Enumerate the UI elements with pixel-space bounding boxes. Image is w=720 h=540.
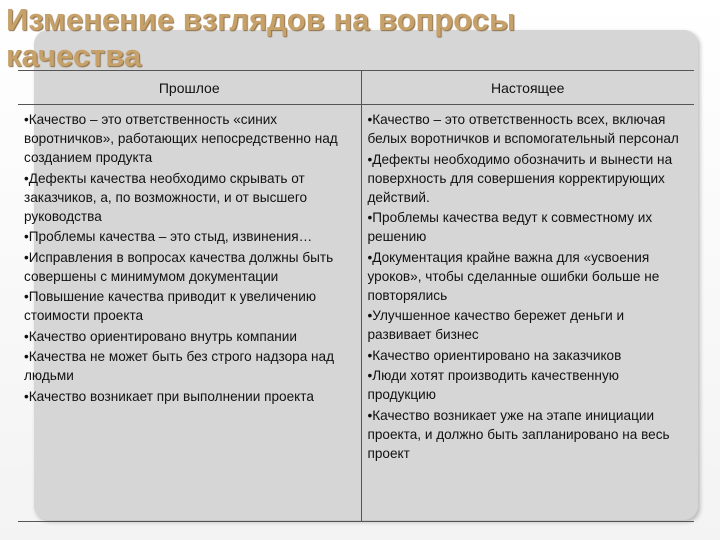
list-item: •Дефекты качества необходимо скрывать от заказчиков, а, по возможности, и от высшего руководства [24,170,308,224]
list-item: •Качества не может быть без строго надзора над людьми [24,349,335,383]
list-item: •Дефекты необходимо обозначить и вынести на поверхность для совершения корректирующих действий. [367,151,673,205]
list-item: •Улучшенное качество бережет деньги и развивает бизнес [367,308,625,342]
list-item: •Люди хотят производить качественную продукцию [367,368,619,402]
list-item: •Качество – это ответственность всех, включая белых воротничков и вспомогательный персонал [367,112,679,146]
table-row [18,105,694,522]
table-header-row [18,71,694,105]
list-item: •Повышение качества приводит к увеличению стоимости проекта [24,289,317,323]
column-header-present: Настоящее [361,71,694,105]
slide-title: Изменение взглядов на вопросы качества [6,2,516,73]
list-item: •Качество возникает при выполнении проекта [24,388,314,404]
list-item: •Качество ориентировано на заказчиков [367,347,622,363]
list-item: •Исправления в вопросах качества должны быть совершены с минимумом документации [24,249,334,284]
list-item: •Качество – это ответственность «синих воротничков», работающих непосредственно над созданием продукта [24,112,338,165]
past-column [18,105,361,522]
list-item: •Документация крайне важна для «усвоения уроков», чтобы сделанные ошибки больше не повторялись [367,249,660,303]
list-item: •Проблемы качества ведут к совместному их решению [367,210,653,244]
comparison-table [18,70,694,522]
list-item: •Качество возникает уже на этапе инициации проекта, и должно быть запланировано на весь проект [367,407,670,461]
column-header-past: Прошлое [18,71,361,105]
list-item: •Проблемы качества – это стыд, извинения… [24,229,313,244]
list-item: •Качество ориентировано внутрь компании [24,328,297,344]
present-column [361,105,694,522]
